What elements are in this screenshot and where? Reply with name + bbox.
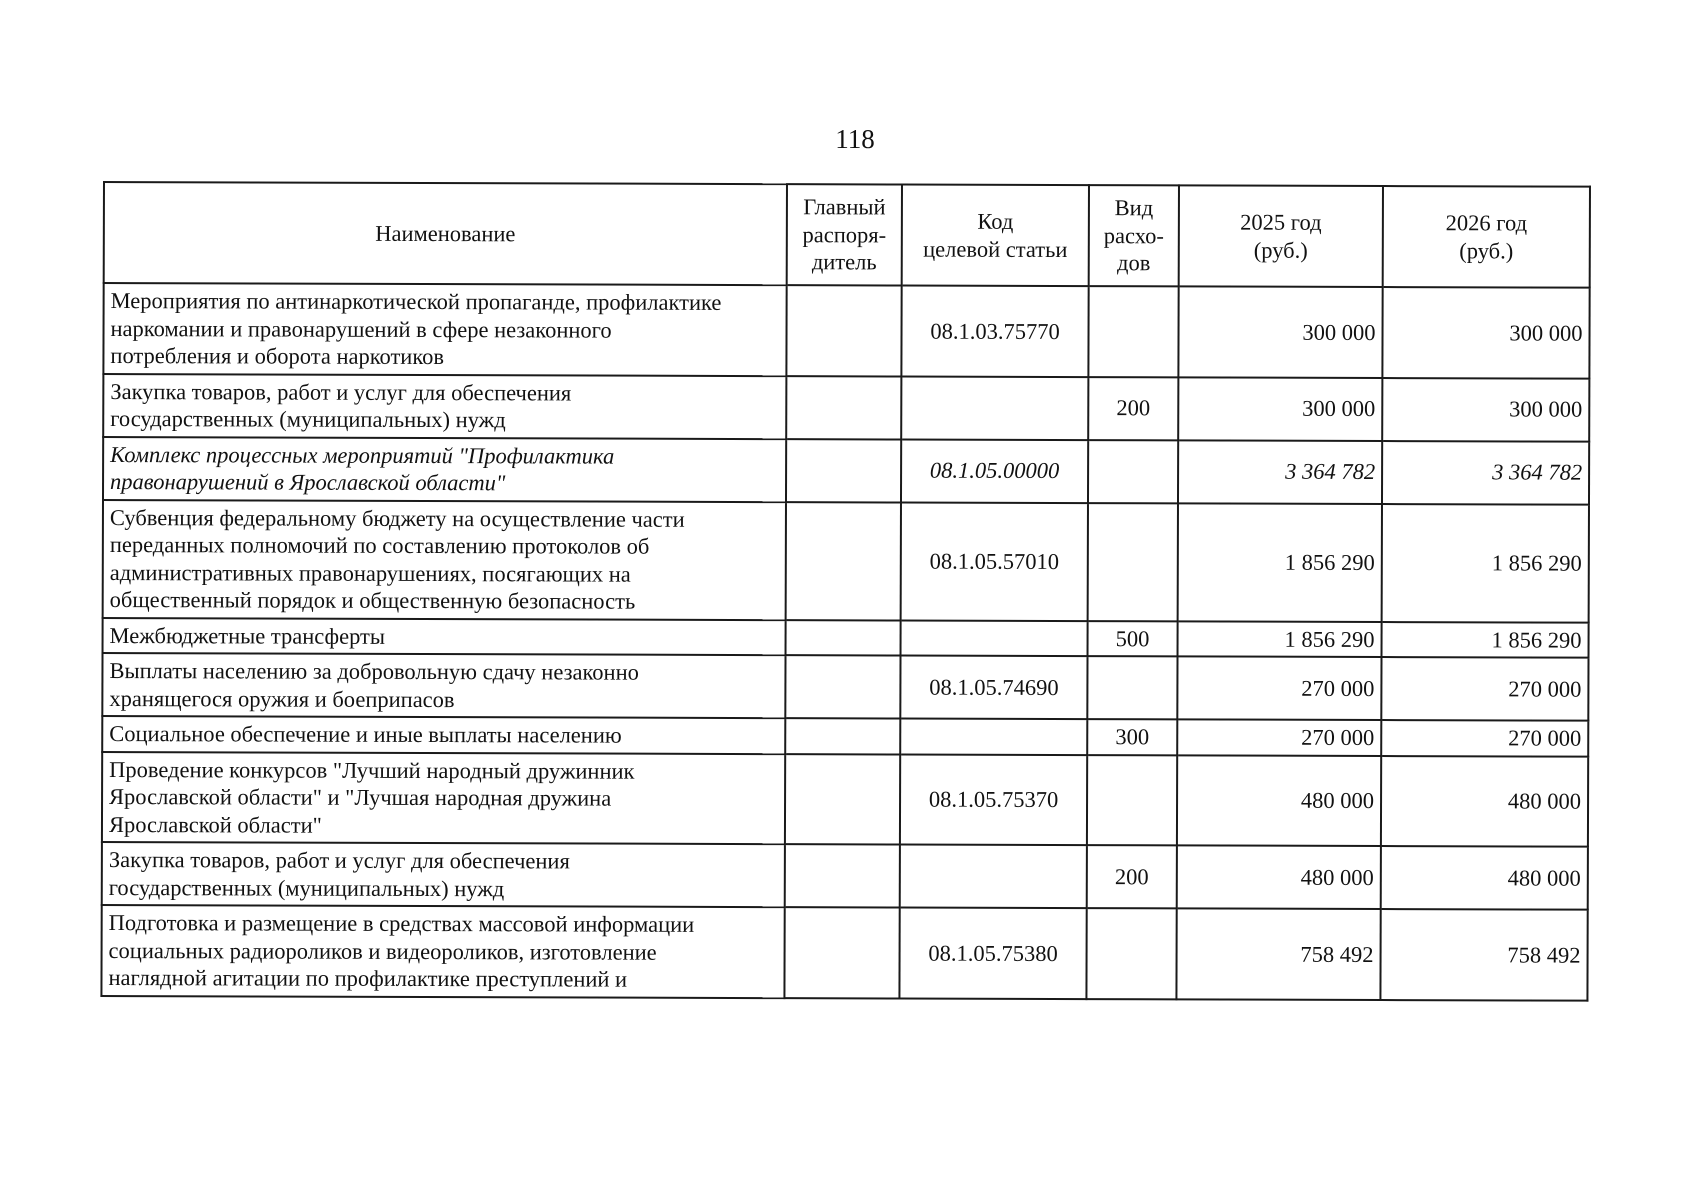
- cell-name: Подготовка и размещение в средствах массовой информации социальных радиороликов и видеороликов, изготовление наглядной агитации по профилактике преступлений и: [101, 905, 784, 998]
- cell-name: Выплаты населению за добровольную сдачу незаконно хранящегося оружия и боеприпасов: [102, 653, 785, 718]
- cell-amount-2026: 480 000: [1381, 756, 1588, 847]
- header-2026: 2026 год (руб.): [1383, 186, 1590, 288]
- header-code: Код целевой статьи: [902, 185, 1089, 287]
- cell-amount-2026: 480 000: [1381, 846, 1588, 910]
- cell-expense-kind: 200: [1087, 845, 1177, 908]
- cell-name: Проведение конкурсов "Лучший народный дружинник Ярославской области" и "Лучшая народная дружина Ярославской области": [102, 752, 785, 845]
- cell-amount-2025: 1 856 290: [1178, 503, 1382, 622]
- cell-target-code: 08.1.05.75380: [899, 908, 1086, 999]
- cell-target-code: 08.1.05.75370: [900, 754, 1087, 845]
- cell-amount-2025: 3 364 782: [1178, 440, 1382, 504]
- table-row: [102, 716, 1588, 756]
- cell-target-code: 08.1.03.75770: [901, 286, 1088, 377]
- table-row: [103, 283, 1589, 378]
- cell-name: Комплекс процессных мероприятий "Профилактика правонарушений в Ярославской области": [103, 437, 786, 502]
- cell-manager: [785, 754, 900, 845]
- table-header-row: [104, 182, 1590, 288]
- cell-expense-kind: 300: [1087, 719, 1177, 755]
- cell-amount-2025: 480 000: [1177, 845, 1381, 909]
- cell-amount-2026: 1 856 290: [1382, 622, 1589, 658]
- cell-amount-2026: 758 492: [1380, 909, 1587, 1000]
- cell-manager: [785, 718, 900, 754]
- cell-name: Социальное обеспечение и иные выплаты населению: [102, 716, 785, 754]
- table-body: [101, 283, 1589, 1000]
- cell-expense-kind: 200: [1088, 377, 1178, 440]
- cell-amount-2025: 300 000: [1178, 377, 1382, 441]
- header-2025: 2025 год (руб.): [1179, 185, 1383, 287]
- cell-amount-2026: 3 364 782: [1382, 441, 1589, 505]
- cell-amount-2026: 300 000: [1382, 378, 1589, 442]
- cell-target-code: 08.1.05.00000: [901, 439, 1088, 503]
- cell-expense-kind: [1087, 656, 1177, 719]
- table-row: [103, 437, 1589, 505]
- page-number: 118: [835, 124, 875, 154]
- cell-amount-2026: 1 856 290: [1382, 504, 1589, 623]
- table-row: [103, 374, 1589, 442]
- cell-name: Межбюджетные трансферты: [103, 618, 786, 656]
- table-row: [102, 752, 1588, 847]
- cell-expense-kind: [1087, 755, 1177, 846]
- cell-expense-kind: [1088, 286, 1178, 377]
- cell-target-code: 08.1.05.57010: [901, 502, 1088, 621]
- cell-manager: [785, 844, 900, 907]
- cell-target-code: [900, 719, 1087, 755]
- cell-target-code: [901, 620, 1088, 656]
- cell-name: Закупка товаров, работ и услуг для обеспечения государственных (муниципальных) нужд: [102, 842, 785, 907]
- cell-target-code: [900, 845, 1087, 909]
- cell-expense-kind: 500: [1088, 621, 1178, 657]
- header-manager: Главный распоря- дитель: [787, 184, 902, 285]
- cell-manager: [786, 376, 901, 439]
- cell-expense-kind: [1088, 440, 1178, 503]
- cell-amount-2026: 270 000: [1381, 720, 1588, 756]
- cell-amount-2025: 270 000: [1177, 656, 1381, 720]
- header-name: Наименование: [104, 182, 787, 285]
- cell-manager: [784, 907, 899, 998]
- cell-amount-2025: 300 000: [1178, 286, 1382, 377]
- cell-expense-kind: [1086, 908, 1176, 999]
- header-kind: Вид расхо- дов: [1089, 185, 1179, 286]
- cell-manager: [786, 439, 901, 502]
- cell-target-code: [901, 376, 1088, 440]
- cell-amount-2025: 1 856 290: [1178, 621, 1382, 657]
- table-row: [102, 653, 1588, 721]
- cell-amount-2026: 270 000: [1381, 657, 1588, 721]
- cell-manager: [786, 285, 901, 376]
- table-row: [103, 500, 1589, 623]
- cell-amount-2025: 270 000: [1177, 719, 1381, 755]
- cell-manager: [786, 620, 901, 656]
- table-row: [103, 618, 1589, 658]
- cell-amount-2025: 758 492: [1176, 908, 1380, 999]
- cell-amount-2026: 300 000: [1382, 287, 1589, 378]
- cell-name: Мероприятия по антинаркотической пропаганде, профилактике наркомании и правонарушений в сфере незаконного потребления и оборота наркотиков: [103, 283, 786, 376]
- budget-table: [100, 181, 1591, 1001]
- cell-amount-2025: 480 000: [1177, 755, 1381, 846]
- cell-target-code: 08.1.05.74690: [900, 656, 1087, 720]
- cell-manager: [786, 502, 901, 620]
- cell-expense-kind: [1088, 503, 1178, 621]
- table-row: [101, 905, 1587, 1000]
- cell-name: Закупка товаров, работ и услуг для обеспечения государственных (муниципальных) нужд: [103, 374, 786, 439]
- table-row: [102, 842, 1588, 910]
- cell-name: Субвенция федеральному бюджету на осуществление части переданных полномочий по составлению протоколов об административных правонарушениях, посягающих на общественный порядок и общественную безопасность: [103, 500, 786, 620]
- cell-manager: [785, 655, 900, 718]
